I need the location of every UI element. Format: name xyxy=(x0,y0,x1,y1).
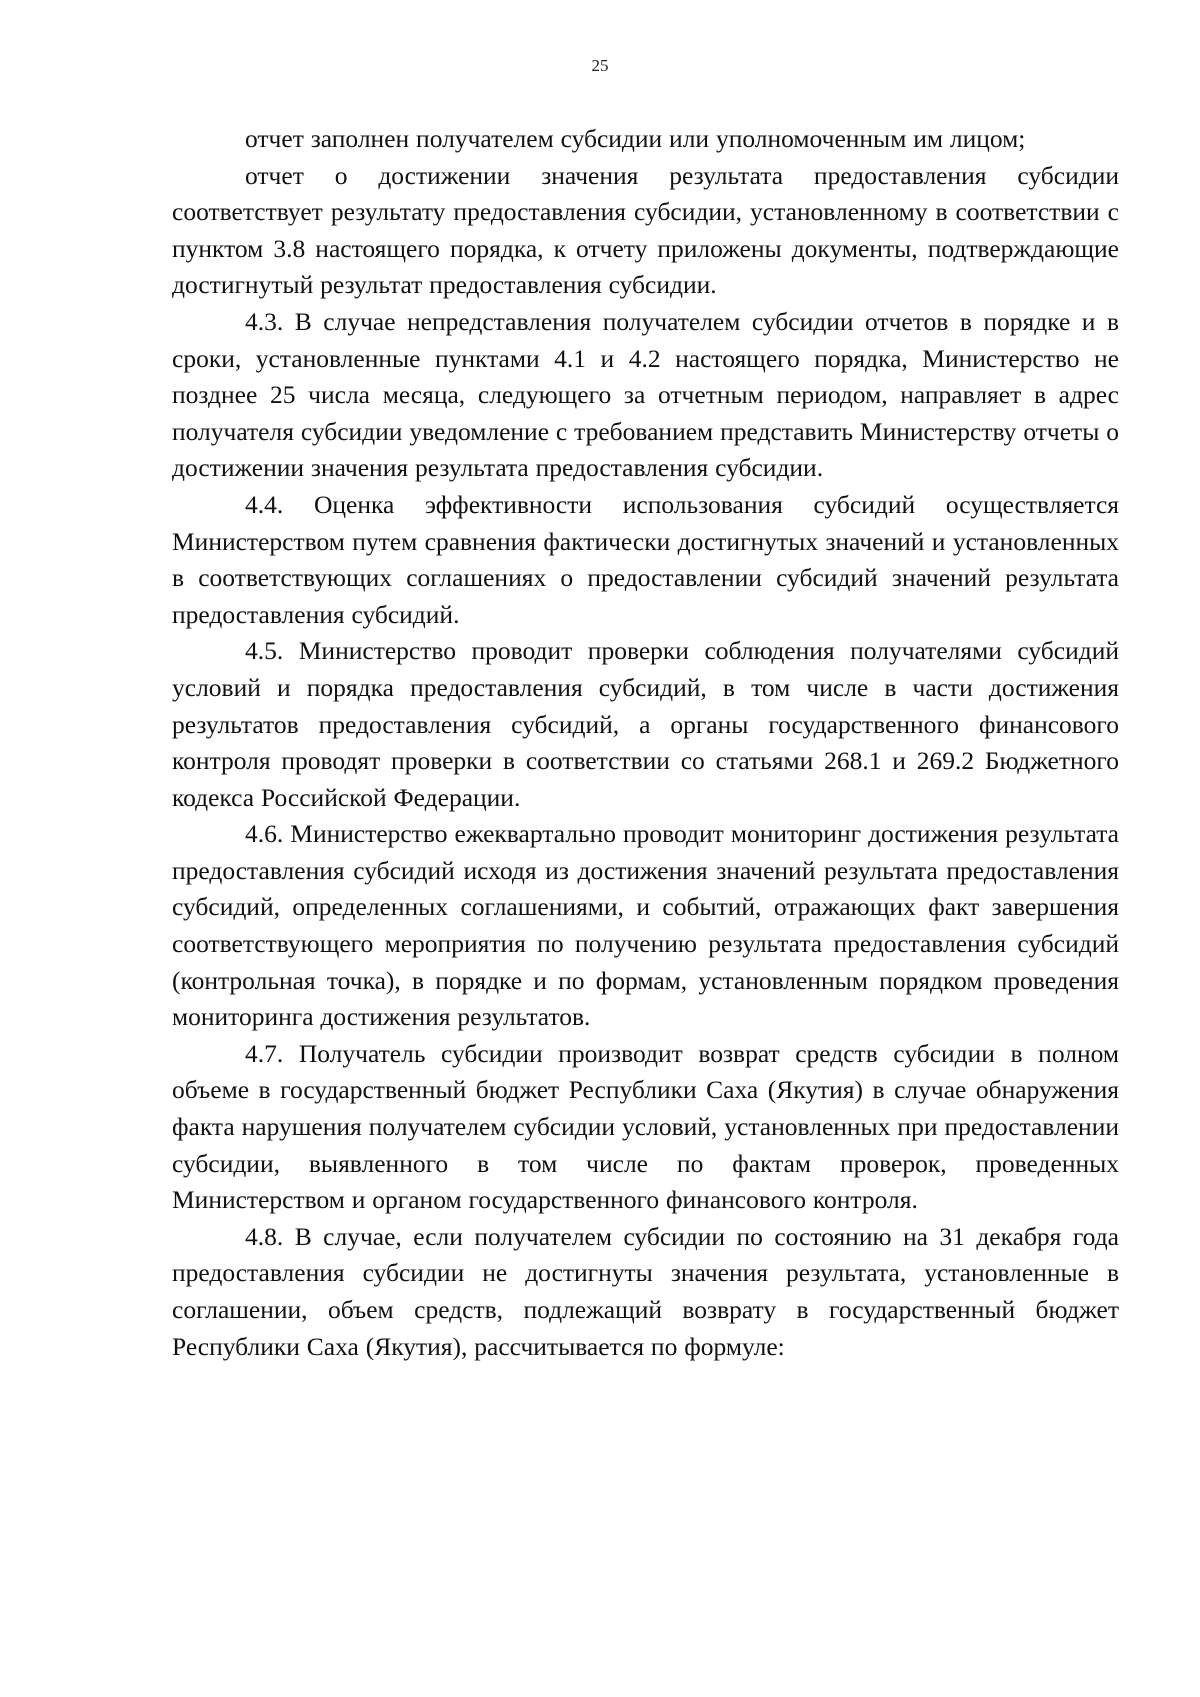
paragraph-4-6: 4.6. Министерство ежеквартально проводит мониторинг достижения результата предоставления субсидий исходя из достижения значений результата предоставления субсидий, определенных соглашениями, и событий, отражающих факт завершения соответствующего мероприятия по получению результата предоставления субсидий (контрольная точка), в порядке и по формам, установленным порядком проведения мониторинга достижения результатов. xyxy=(172,819,1119,1032)
paragraph-4-4: 4.4. Оценка эффективности использования субсидий осуществляется Министерством путем сравнения фактически достигнутых значений и установленных в соответствующих соглашениях о предоставлении субсидий значений результата предоставления субсидий. xyxy=(172,489,1119,629)
page-number: 25 xyxy=(591,56,609,75)
paragraph-report-filled: отчет заполнен получателем субсидии или уполномоченным им лицом; xyxy=(245,124,1026,153)
paragraph-report-result: отчет о достижении значения результата предоставления субсидии соответствует результату предоставления субсидии, установленному в соответствии с пунктом 3.8 настоящего порядка, к отчету приложены документы, подтверждающие достигнутый результат предоставления субсидии. xyxy=(172,160,1119,300)
paragraph-4-5: 4.5. Министерство проводит проверки соблюдения получателями субсидий условий и порядка предоставления субсидий, в том числе в части достижения результатов предоставления субсидий, а органы государственного финансового контроля проводят проверки в соответствии со статьями 268.1 и 269.2 Бюджетного кодекса Российской Федерации. xyxy=(172,636,1119,812)
document-body xyxy=(172,121,1119,1365)
paragraph-4-7: 4.7. Получатель субсидии производит возврат средств субсидии в полном объеме в государственный бюджет Республики Саха (Якутия) в случае обнаружения факта нарушения получателем субсидии условий, установленных при предоставлении субсидии, выявленного в том числе по фактам проверок, проведенных Министерством и органом государственного финансового контроля. xyxy=(172,1038,1119,1215)
paragraph-4-3: 4.3. В случае непредставления получателем субсидии отчетов в порядке и в сроки, установленные пунктами 4.1 и 4.2 настоящего порядка, Министерство не позднее 25 числа месяца, следующего за отчетным периодом, направляет в адрес получателя субсидии уведомление с требованием представить Министерству отчеты о достижении значения результата предоставления субсидии. xyxy=(172,306,1119,483)
paragraph-4-8: 4.8. В случае, если получателем субсидии по состоянию на 31 декабря года предоставления субсидии не достигнуты значения результата, установленные в соглашении, объем средств, подлежащий возврату в государственный бюджет Республики Саха (Якутия), рассчитывается по формуле: xyxy=(172,1221,1119,1361)
